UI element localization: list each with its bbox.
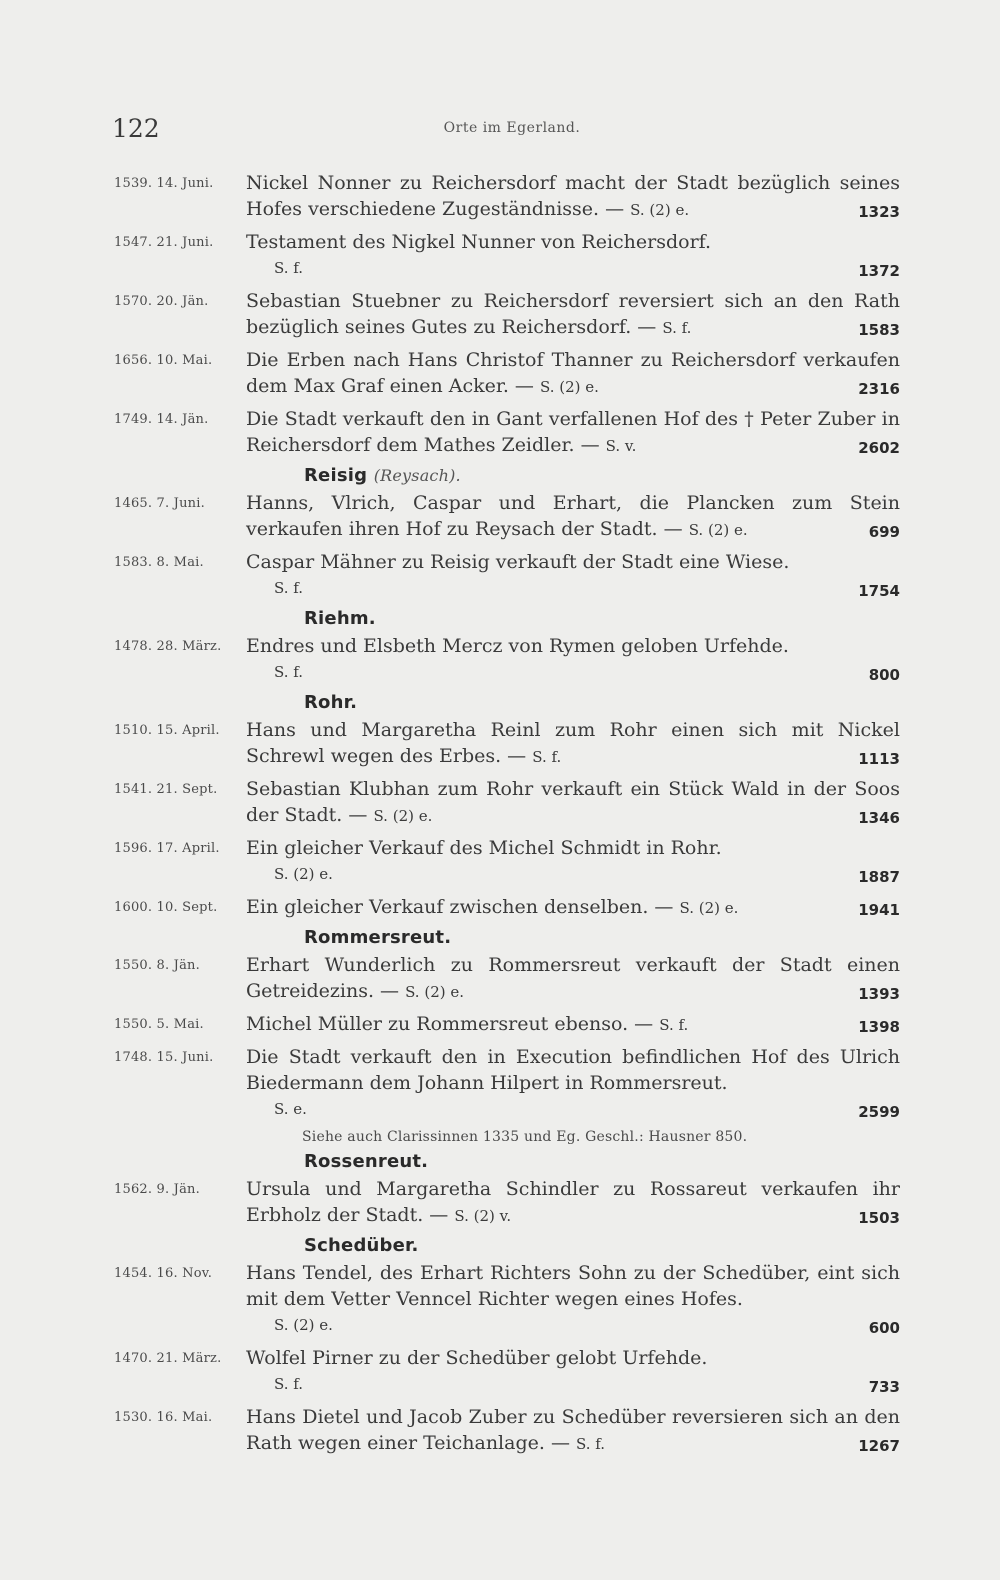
entry-body: [246, 835, 900, 890]
entry-text: Sebastian Klubhan zum Rohr verkauft ein Stück Wald in der Soos der Stadt. —: [246, 778, 900, 826]
entry-text: Die Stadt verkauft den in Gant verfallenen Hof des † Peter Zuber in Reichersdorf dem Mathes Zeidler. —: [246, 408, 900, 456]
entry-text: Hans Dietel und Jacob Zuber zu Schedüber reversieren sich an den Rath wegen einer Teichanlage. —: [246, 1406, 900, 1454]
entry-body: [246, 1011, 900, 1040]
entry-date: 1465. 7. Juni.: [114, 496, 205, 511]
entry-group: [0, 633, 1000, 688]
entry-text: Nickel Nonner zu Reichersdorf macht der Stadt bezüglich seines Hofes verschiedene Zugeständnisse. —: [246, 172, 900, 220]
entry-date: 1470. 21. März.: [114, 1351, 222, 1366]
register-entry: [114, 229, 904, 284]
entry-number: 699: [868, 523, 900, 541]
register-entry: [114, 288, 904, 343]
entry-body: [246, 406, 900, 461]
section-heading-riehm: Riehm.: [304, 608, 376, 629]
entry-signature: S. (2) e.: [373, 807, 433, 825]
register-entry: [114, 776, 904, 831]
register-entry: [114, 406, 904, 461]
entry-signature: S. (2) e.: [405, 983, 465, 1001]
entry-text: Erhart Wunderlich zu Rommersreut verkauft der Stadt einen Getreidezins. —: [246, 954, 900, 1002]
entry-signature: S. (2) v.: [454, 1207, 512, 1225]
entry-signature: [246, 861, 900, 887]
entry-text: Sebastian Stuebner zu Reichersdorf reversiert sich an den Rath bezüglich seines Gutes zu Reichersdorf. —: [246, 290, 900, 338]
entry-number: 1754: [858, 582, 900, 600]
entry-text: Endres und Elsbeth Mercz von Rymen geloben Urfehde.: [246, 635, 789, 657]
entry-signature: S. f.: [662, 319, 692, 337]
entry-date: 1541. 21. Sept.: [114, 782, 218, 797]
entry-group: [0, 170, 1000, 461]
section-heading-rohr: Rohr.: [304, 692, 358, 713]
entry-body: [246, 717, 900, 772]
entry-number: 1323: [858, 203, 900, 221]
entry-text: Hans Tendel, des Erhart Richters Sohn zu der Schedüber, eint sich mit dem Vetter Venncel Richter wegen eines Hofes.: [246, 1262, 900, 1310]
entry-body: [246, 347, 900, 402]
entry-text: Caspar Mähner zu Reisig verkauft der Stadt eine Wiese.: [246, 551, 790, 573]
register-entry: [114, 1260, 904, 1341]
entry-signature: [246, 659, 900, 685]
entry-signature: [246, 575, 900, 601]
entry-body: [246, 1176, 900, 1231]
entry-number: 1113: [858, 750, 900, 768]
entry-body: [246, 288, 900, 343]
entry-text: Ein gleicher Verkauf zwischen denselben. —: [246, 896, 680, 918]
entry-signature-text: S. f.: [274, 579, 304, 597]
entry-text: Die Stadt verkauft den in Execution befindlichen Hof des Ulrich Biedermann dem Johann Hilpert in Rommersreut.: [246, 1046, 900, 1094]
entry-body: [246, 633, 900, 688]
register-entry: [114, 1176, 904, 1231]
entry-number: 2316: [858, 380, 900, 398]
entry-number: 600: [868, 1319, 900, 1337]
entry-signature: [246, 1312, 900, 1338]
entry-date: 1749. 14. Jän.: [114, 412, 209, 427]
register-entry: [114, 835, 904, 890]
entry-body: [246, 170, 900, 225]
register-entry: [114, 347, 904, 402]
heading-variant: (Reysach).: [373, 466, 461, 485]
entry-number: 1372: [858, 262, 900, 280]
entry-number: 800: [868, 666, 900, 684]
entry-text: Michel Müller zu Rommersreut ebenso. —: [246, 1013, 660, 1035]
entry-text: Hans und Margaretha Reinl zum Rohr einen sich mit Nickel Schrewl wegen des Erbes. —: [246, 719, 900, 767]
entry-date: 1748. 15. Juni.: [114, 1050, 214, 1065]
entry-signature-text: S. f.: [274, 259, 304, 277]
register-entry: [114, 490, 904, 545]
entry-number: 1583: [858, 321, 900, 339]
entry-signature: [246, 1096, 900, 1122]
entry-body: [246, 776, 900, 831]
entry-text: Ursula und Margaretha Schindler zu Rossareut verkaufen ihr Erbholz der Stadt. —: [246, 1178, 900, 1226]
entry-signature: S. f.: [659, 1016, 689, 1034]
entry-text: Ein gleicher Verkauf des Michel Schmidt in Rohr.: [246, 837, 722, 859]
entry-signature: S. (2) e.: [539, 378, 599, 396]
entry-body: [246, 490, 900, 545]
entry-signature-text: S. e.: [274, 1100, 307, 1118]
entry-number: 1393: [858, 985, 900, 1003]
section-heading-rossenreut: Rossenreut.: [304, 1151, 429, 1172]
entry-group: [0, 490, 1000, 604]
page-content: [0, 170, 1000, 1463]
entry-signature: S. (2) e.: [679, 899, 739, 917]
entry-text: Die Erben nach Hans Christof Thanner zu Reichersdorf verkaufen dem Max Graf einen Acker. —: [246, 349, 900, 397]
entry-number: 1941: [858, 901, 900, 919]
entry-text: Wolfel Pirner zu der Schedüber gelobt Urfehde.: [246, 1347, 708, 1369]
section-heading-reisig: [304, 465, 1000, 486]
page-number: 122: [112, 114, 160, 143]
entry-body: [246, 952, 900, 1007]
entry-date: 1656. 10. Mai.: [114, 353, 213, 368]
entry-date: 1596. 17. April.: [114, 841, 220, 856]
entry-group: [0, 717, 1000, 923]
entry-date: 1583. 8. Mai.: [114, 555, 204, 570]
register-entry: [114, 894, 904, 923]
register-entry: [114, 1345, 904, 1400]
entry-signature-text: S. f.: [274, 1375, 304, 1393]
entry-body: [246, 1345, 900, 1400]
register-entry: [114, 952, 904, 1007]
entry-date: 1454. 16. Nov.: [114, 1266, 213, 1281]
entry-text: Testament des Nigkel Nunner von Reichersdorf.: [246, 231, 712, 253]
entry-number: 2599: [858, 1103, 900, 1121]
entry-signature: S. (2) e.: [630, 201, 690, 219]
entry-group: [0, 1176, 1000, 1231]
entry-number: 1503: [858, 1209, 900, 1227]
entry-date: 1600. 10. Sept.: [114, 900, 218, 915]
entry-signature: S. f.: [576, 1435, 606, 1453]
entry-signature: [246, 1371, 900, 1397]
entry-date: 1570. 20. Jän.: [114, 294, 209, 309]
entry-signature-text: S. f.: [274, 663, 304, 681]
entry-signature: S. (2) e.: [688, 521, 748, 539]
entry-text: Hanns, Vlrich, Caspar und Erhart, die Plancken zum Stein verkaufen ihren Hof zu Reysach der Stadt. —: [246, 492, 900, 540]
entry-date: 1547. 21. Juni.: [114, 235, 214, 250]
entry-number: 1398: [858, 1018, 900, 1036]
entry-number: 1887: [858, 868, 900, 886]
entry-body: [246, 1044, 900, 1125]
register-entry: [114, 1044, 904, 1125]
register-entry: [114, 717, 904, 772]
entry-date: 1550. 8. Jän.: [114, 958, 200, 973]
section-heading-rommersreut: Rommersreut.: [304, 927, 452, 948]
entry-date: 1550. 5. Mai.: [114, 1017, 204, 1032]
entry-date: 1539. 14. Juni.: [114, 176, 214, 191]
register-entry: [114, 549, 904, 604]
entry-body: [246, 1404, 900, 1459]
entry-group: [0, 952, 1000, 1125]
heading-name: Reisig: [304, 465, 368, 486]
entry-number: 1267: [858, 1437, 900, 1455]
page-header: [112, 114, 912, 154]
register-entry: [114, 170, 904, 225]
entry-number: 1346: [858, 809, 900, 827]
cross-reference-note: Siehe auch Clarissinnen 1335 und Eg. Geschl.: Hausner 850.: [302, 1129, 748, 1145]
running-head: Orte im Egerland.: [443, 120, 581, 136]
entry-signature: S. v.: [605, 437, 637, 455]
register-entry: [114, 1011, 904, 1040]
entry-body: [246, 1260, 900, 1341]
entry-number: 733: [868, 1378, 900, 1396]
register-entry: [114, 1404, 904, 1459]
entry-body: [246, 549, 900, 604]
entry-group: [0, 1260, 1000, 1459]
entry-number: 2602: [858, 439, 900, 457]
entry-date: 1530. 16. Mai.: [114, 1410, 213, 1425]
section-heading-schedueber: Schedüber.: [304, 1235, 419, 1256]
entry-signature-text: S. (2) e.: [274, 865, 333, 883]
entry-signature: S. f.: [532, 748, 562, 766]
entry-date: 1510. 15. April.: [114, 723, 220, 738]
register-entry: [114, 633, 904, 688]
entry-body: [246, 229, 900, 284]
entry-signature: [246, 255, 900, 281]
entry-signature-text: S. (2) e.: [274, 1316, 333, 1334]
entry-body: [246, 894, 900, 923]
entry-date: 1478. 28. März.: [114, 639, 222, 654]
entry-date: 1562. 9. Jän.: [114, 1182, 200, 1197]
